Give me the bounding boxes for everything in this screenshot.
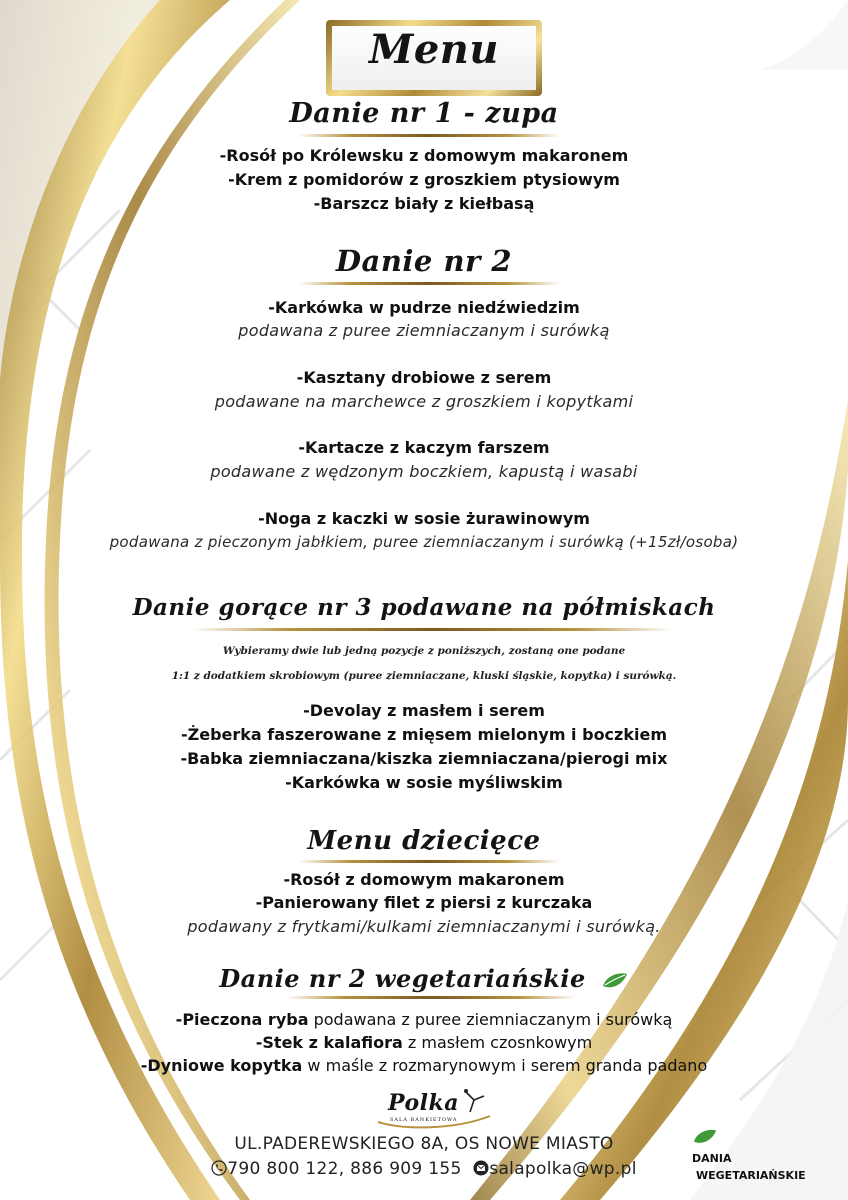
heading-rule [298,860,560,863]
logo-subtitle: SALA BANKIETOWA [390,1117,458,1123]
heading-hot: Danie gorące nr 3 podawane na półmiskach [132,594,716,621]
heading-rule [192,628,672,631]
hot-item: -Karkówka w sosie myśliwskim [285,773,563,792]
heading-vege-text: Danie nr 2 wegetariańskie [219,964,586,993]
leaf-icon [692,1128,718,1146]
address: UL.PADEREWSKIEGO 8A, OS NOWE MIASTO [234,1134,614,1154]
main-item-desc: podawane z wędzonym boczkiem, kapustą i wasabi [210,462,638,481]
heading-rule [286,996,576,999]
heading-main: Danie nr 2 [335,244,513,278]
hot-note: Wybieramy dwie lub jedną pozycje z poniższych, zostaną one podane [222,645,626,657]
main-item-desc: podawane na marchewce z groszkiem i kopytkami [214,392,634,411]
heading-soup: Danie nr 1 - zupa [289,98,559,129]
vege-item [0,1010,848,1029]
soup-item: -Barszcz biały z kiełbasą [313,194,535,213]
menu-title-plaque [326,20,542,96]
phone-icon [211,1160,227,1176]
vege-item [0,1056,848,1075]
vege-badge [690,1128,830,1188]
hot-item: -Devolay z masłem i serem [303,701,545,720]
vege-item-desc: w maśle z rozmarynowym i serem granda padano [302,1056,708,1075]
vege-item [0,1033,848,1052]
heading-vege [0,964,848,993]
vege-item-name: -Pieczona ryba [175,1010,309,1029]
vege-item-desc: podawana z puree ziemniaczanym i surówką [308,1010,673,1029]
main-item-name: -Kasztany drobiowe z serem [296,368,552,387]
leaf-icon [601,972,629,990]
vege-item-name: -Dyniowe kopytka [140,1056,303,1075]
vege-item-name: -Stek z kalafiora [255,1033,403,1052]
vege-item-desc: z masłem czosnkowym [402,1033,593,1052]
kids-item: -Panierowany filet z piersi z kurczaka [255,893,593,912]
logo-text: Polka [388,1090,459,1116]
vege-badge-line1: DANIA [692,1152,732,1165]
polka-logo [374,1086,494,1130]
kids-desc: podawany z frytkami/kulkami ziemniaczanymi i surówką. [187,917,661,936]
heading-rule [298,134,560,137]
vege-badge-line2: WEGETARIAŃSKIE [696,1169,806,1182]
email-icon [473,1160,489,1176]
menu-title: Menu [369,26,499,73]
soup-item: -Krem z pomidorów z groszkiem ptysiowym [228,170,620,189]
hot-item: -Żeberka faszerowane z mięsem mielonym i boczkiem [180,725,667,744]
main-item-name: -Kartacze z kaczym farszem [298,438,550,457]
soup-item: -Rosół po Królewsku z domowym makaronem [219,146,629,165]
phone-numbers: 790 800 122, 886 909 155 [227,1159,462,1179]
heading-rule [298,282,560,285]
hot-note: 1:1 z dodatkiem skrobiowym (puree ziemniaczane, kluski śląskie, kopytka) i surówką. [171,670,677,682]
email-address: salapolka@wp.pl [489,1159,637,1179]
heading-kids: Menu dziecięce [307,826,541,856]
main-item-name: -Karkówka w pudrze niedźwiedzim [268,298,580,317]
main-item-name: -Noga z kaczki w sosie żurawinowym [258,509,590,528]
main-item-desc: podawana z pieczonym jabłkiem, puree ziemniaczanym i surówką (+15zł/osoba) [109,533,739,551]
kids-item: -Rosół z domowym makaronem [283,870,565,889]
hot-item: -Babka ziemniaczana/kiszka ziemniaczana/pierogi mix [180,749,668,768]
main-item-desc: podawana z puree ziemniaczanym i surówką [238,321,610,340]
